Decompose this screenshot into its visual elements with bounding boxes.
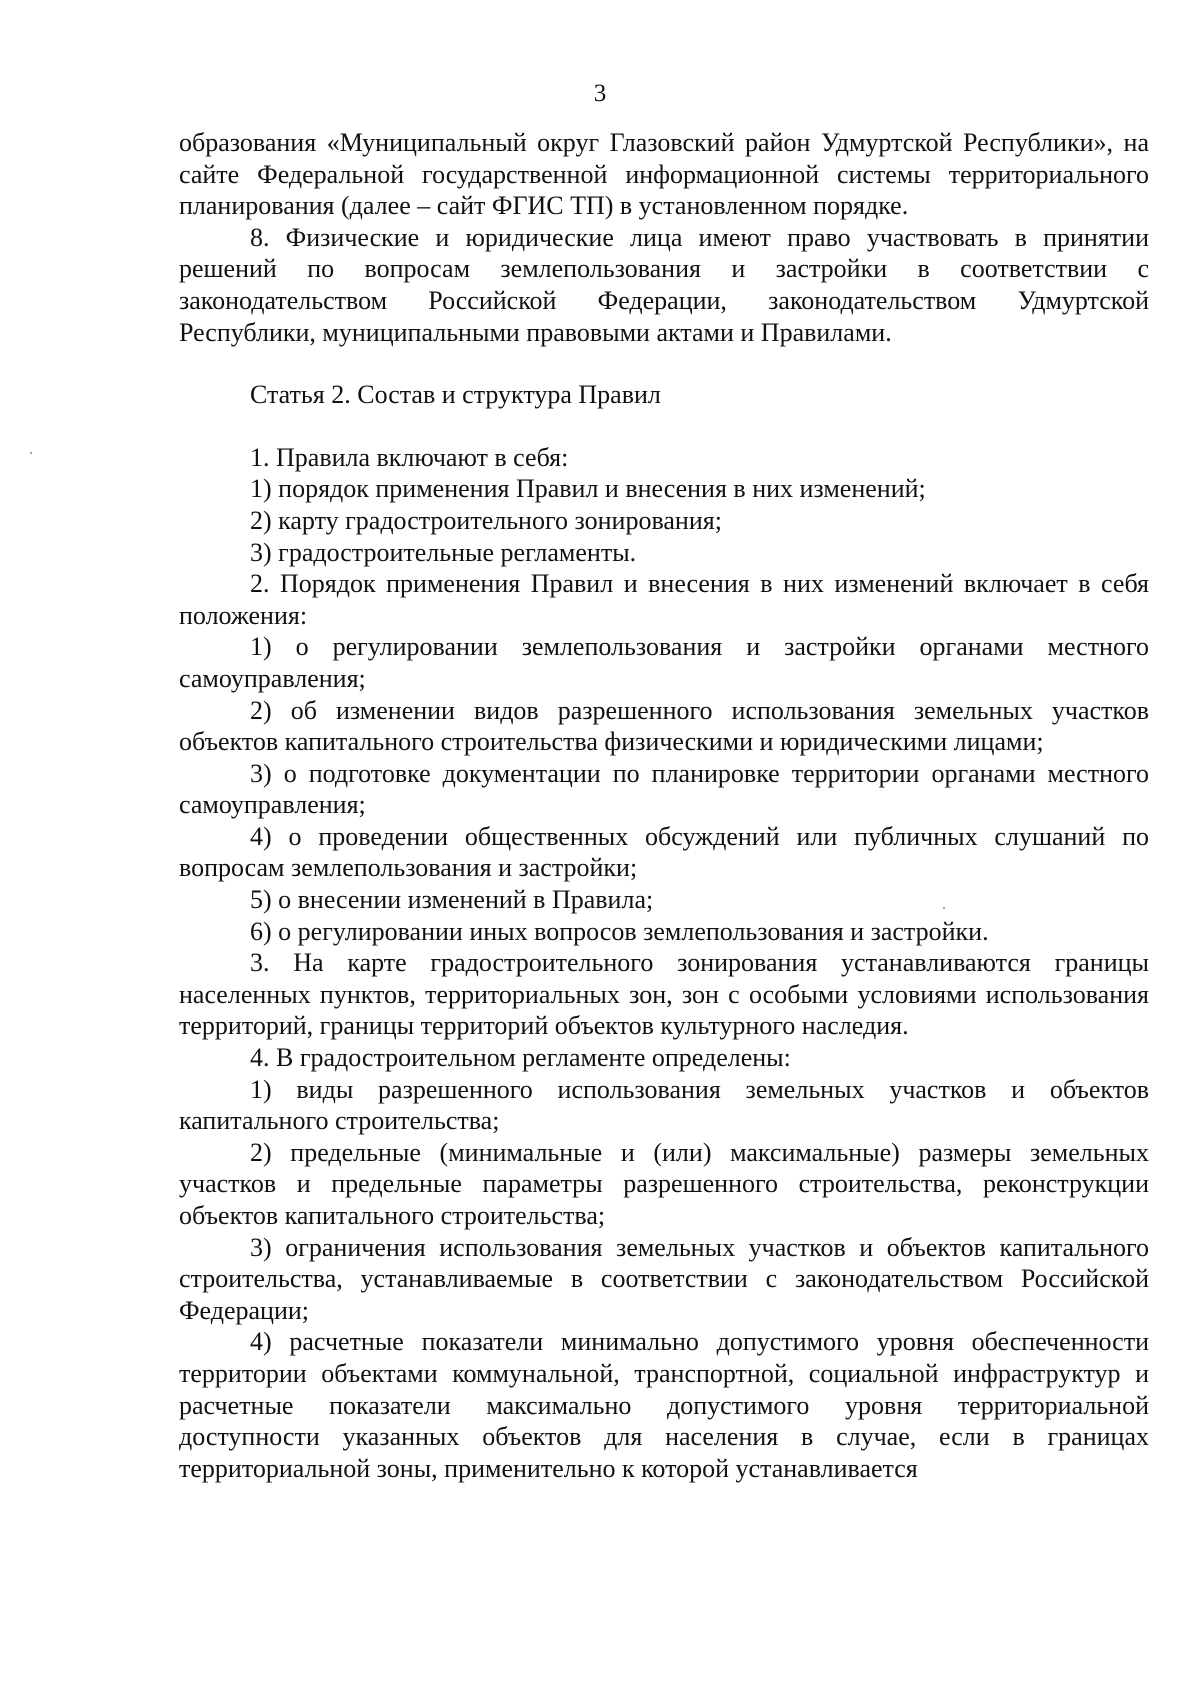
paragraph-continuation: образования «Муниципальный округ Глазовский район Удмуртской Республики», на сайте Федеральной государственной информационной системы территориального планирования (далее – сайт ФГИС ТП) в установленном порядке. [179,128,1149,221]
list-item: 6) о регулировании иных вопросов землепользования и застройки. [250,916,989,946]
paragraph-item-1: 1. Правила включают в себя: [250,442,569,472]
list-item: 3) о подготовке документации по планировке территории органами местного самоуправления; [179,758,1149,820]
list-item: 2) об изменении видов разрешенного использования земельных участков объектов капитального строительства физическими и юридическими лицами; [179,695,1149,757]
scan-speck [943,907,945,909]
document-body [179,127,1149,1484]
list-item: 2) карту градостроительного зонирования; [250,505,722,535]
list-item: 4) о проведении общественных обсуждений или публичных слушаний по вопросам землепользования и застройки; [179,821,1149,883]
list-item: 1) порядок применения Правил и внесения в них изменений; [250,474,926,504]
list-item: 2) предельные (минимальные и (или) максимальные) размеры земельных участков и предельные параметры разрешенного строительства, реконструкции объектов капитального строительства; [179,1137,1149,1230]
scan-speck [30,452,32,454]
paragraph-item-2: 2. Порядок применения Правил и внесения в них изменений включает в себя положения: [179,569,1149,630]
list-item: 1) виды разрешенного использования земельных участков и объектов капитального строительства; [179,1074,1149,1136]
list-item: 4) расчетные показатели минимально допустимого уровня обеспеченности территории объектами коммунальной, транспортной, социальной инфраструктур и расчетные показатели максимально допустимого уровня территориальной доступности указанных объектов для населения в случае, если в границах территориальной зоны, применительно к которой устанавливается [179,1327,1149,1483]
page-number: 3 [593,80,607,107]
paragraph-item-4: 4. В градостроительном регламенте определены: [250,1043,791,1073]
article-heading: Статья 2. Состав и структура Правил [250,380,661,410]
list-item: 3) ограничения использования земельных участков и объектов капитального строительства, устанавливаемые в соответствии с законодательством Российской Федерации; [179,1232,1149,1325]
paragraph-item-8: 8. Физические и юридические лица имеют право участвовать в принятии решений по вопросам землепользования и застройки в соответствии с законодательством Российской Федерации, законодательством Удмуртской Республики, муниципальными правовыми актами и Правилами. [179,222,1149,347]
paragraph-item-3: 3. На карте градостроительного зонирования устанавливаются границы населенных пунктов, территориальных зон, зон с особыми условиями использования территорий, границы территорий объектов культурного наследия. [179,948,1149,1041]
list-item: 3) градостроительные регламенты. [250,537,637,567]
list-item: 5) о внесении изменений в Правила; [250,885,654,915]
list-item: 1) о регулировании землепользования и застройки органами местного самоуправления; [179,632,1149,693]
